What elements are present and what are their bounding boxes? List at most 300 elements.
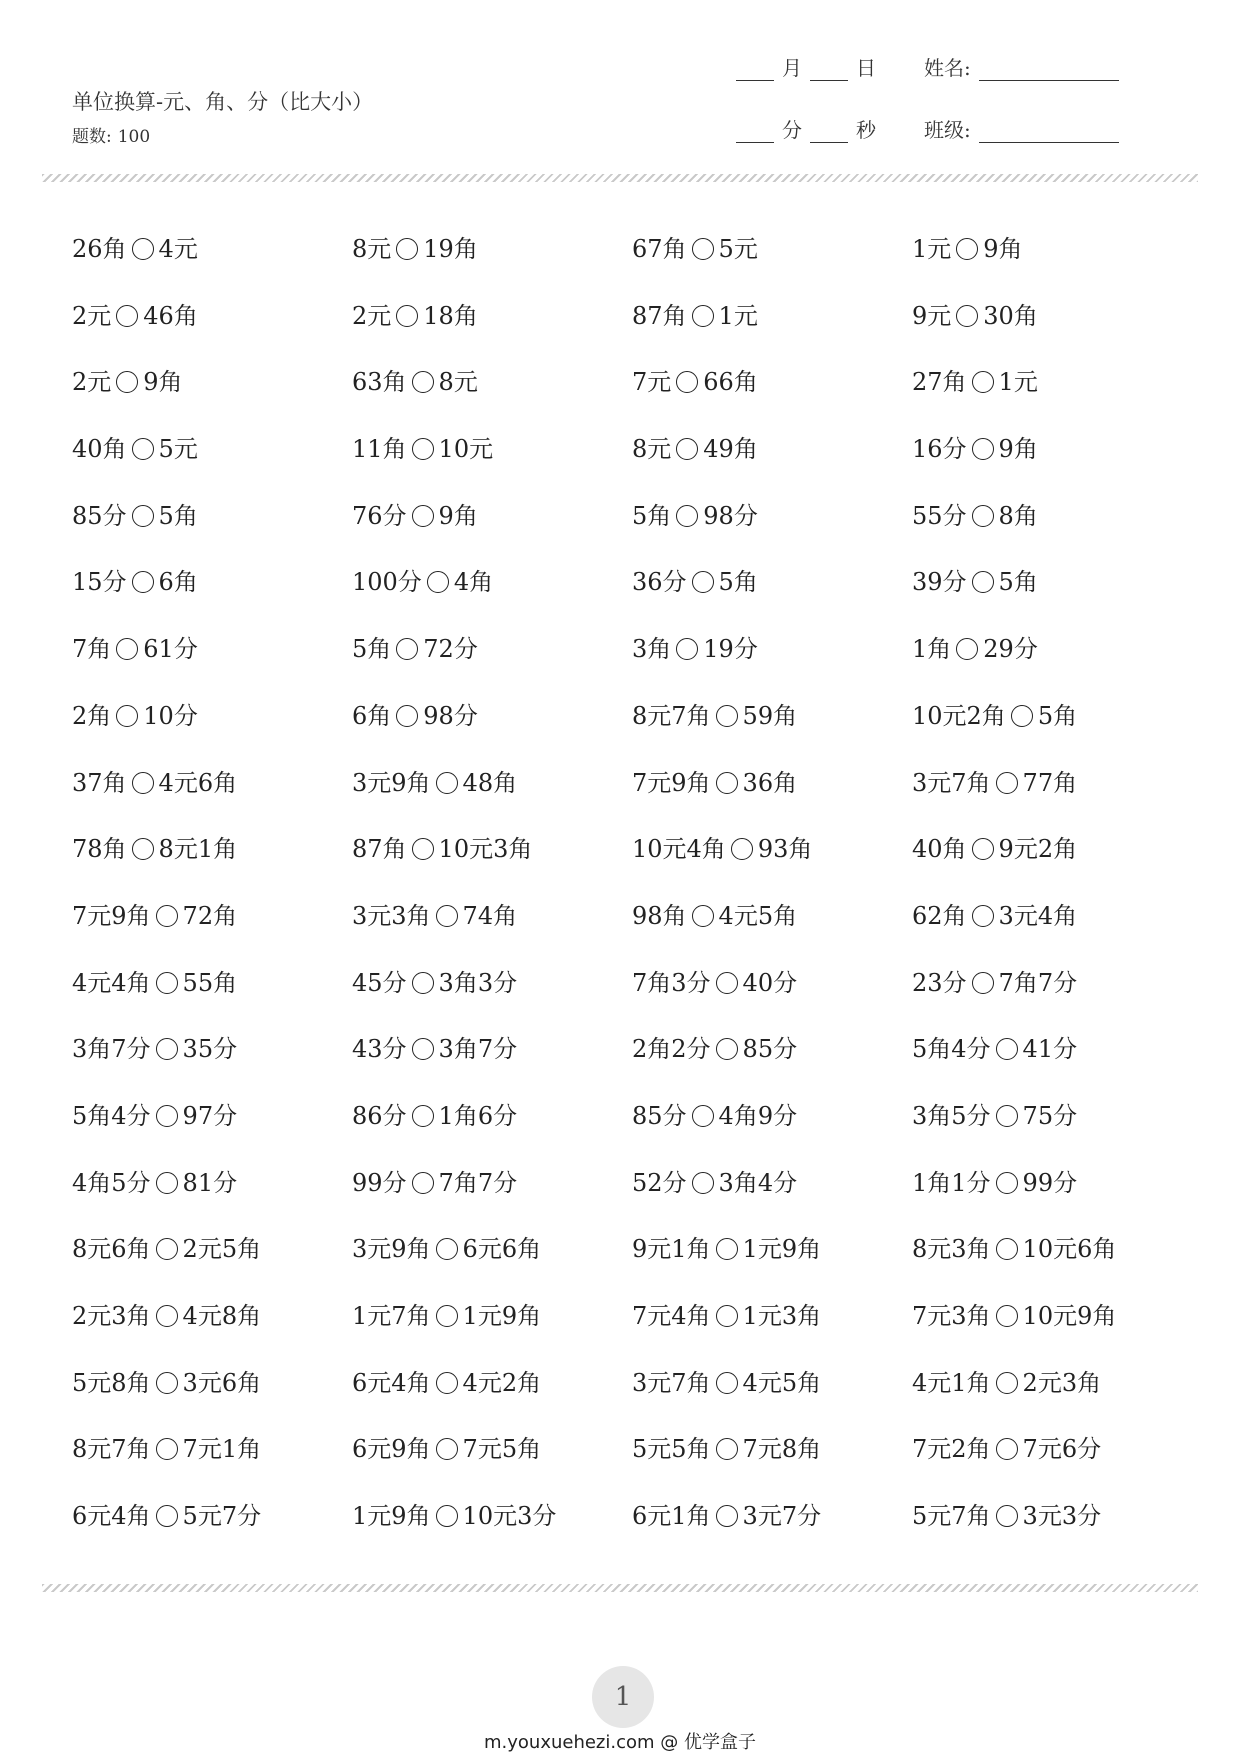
compare-circle[interactable] [427,571,449,593]
minute-blank [736,124,774,143]
problem-item [912,1234,1192,1264]
problem-item [72,1368,352,1398]
problem-item [352,367,632,397]
compare-circle[interactable] [956,238,978,260]
problem-right: 77角 [1022,768,1078,797]
compare-circle[interactable] [716,1038,738,1060]
compare-circle[interactable] [156,972,178,994]
compare-circle[interactable] [436,905,458,927]
compare-circle[interactable] [972,371,994,393]
problem-item [912,301,1192,331]
problem-right: 46角 [143,301,198,330]
problem-item [912,634,1192,664]
problem-right: 6角 [158,568,198,597]
problem-right: 10元3角 [438,835,533,864]
problem-item [352,768,632,798]
problem-item [912,434,1192,464]
problem-left: 43分 [352,1035,407,1064]
problem-left: 6元1角 [632,1502,711,1531]
problem-item [632,434,912,464]
problem-count-label: 题数: [72,127,112,147]
problem-right: 19分 [703,635,758,664]
problem-right: 3元4角 [998,901,1078,930]
compare-circle[interactable] [132,238,154,260]
problem-left: 3元3角 [352,901,431,930]
compare-circle[interactable] [692,571,714,593]
problem-item [352,567,632,597]
problem-item [632,1434,912,1464]
problem-left: 85分 [72,501,127,530]
compare-circle[interactable] [972,905,994,927]
compare-circle[interactable] [412,438,434,460]
problem-left: 3角7分 [72,1035,151,1064]
compare-circle[interactable] [676,638,698,660]
problem-left: 4元1角 [912,1368,991,1397]
problem-right: 5角 [1037,701,1078,730]
problem-right: 7角7分 [998,968,1078,997]
compare-circle[interactable] [972,505,994,527]
problem-right: 4元2角 [462,1368,542,1397]
problem-right: 3元3分 [1022,1502,1102,1531]
problem-right: 10分 [143,701,198,730]
problem-left: 5角4分 [912,1035,991,1064]
compare-circle[interactable] [972,438,994,460]
problem-right: 85分 [742,1035,798,1064]
problem-item [352,1234,632,1264]
compare-circle[interactable] [116,705,138,727]
problem-item [352,968,632,998]
compare-circle[interactable] [692,905,714,927]
compare-circle[interactable] [716,1372,738,1394]
problem-item [912,901,1192,931]
problem-right: 30角 [983,301,1038,330]
problem-right: 10元6角 [1022,1235,1117,1264]
problem-left: 3元9角 [352,1235,431,1264]
problem-left: 2角2分 [632,1035,711,1064]
problem-left: 37角 [72,768,127,797]
problem-right: 7元8角 [742,1435,822,1464]
compare-circle[interactable] [116,638,138,660]
problem-right: 59角 [742,701,798,730]
problem-item [912,1301,1192,1331]
compare-circle[interactable] [156,1038,178,1060]
problem-left: 8元 [632,435,672,464]
problem-left: 7元 [632,368,672,397]
problem-item [632,1101,912,1131]
compare-circle[interactable] [156,905,178,927]
compare-circle[interactable] [436,1505,458,1527]
problem-item [352,1501,632,1531]
problem-left: 2元3角 [72,1302,151,1330]
problem-right: 8角 [998,501,1038,530]
problem-left: 76分 [352,501,407,530]
problem-item [632,834,912,864]
problem-left: 2元 [352,301,392,330]
problem-right: 8元1角 [158,835,238,864]
compare-circle[interactable] [132,571,154,593]
problem-right: 48角 [462,768,518,797]
compare-circle[interactable] [436,1438,458,1460]
compare-circle[interactable] [676,438,698,460]
compare-circle[interactable] [692,1172,714,1194]
problem-left: 99分 [352,1168,407,1197]
problem-left: 3元7角 [912,768,991,797]
bottom-divider [42,1584,1198,1592]
problem-left: 8元7角 [72,1435,151,1464]
problem-left: 2角 [72,701,112,730]
compare-circle[interactable] [116,371,138,393]
problem-right: 5元 [158,435,198,464]
problem-right: 18角 [423,301,478,330]
compare-circle[interactable] [716,705,738,727]
name-blank [979,62,1119,81]
problem-right: 4角 [453,568,494,597]
problem-right: 3角3分 [438,968,518,997]
problem-left: 3元7角 [632,1368,711,1397]
problem-item [632,1168,912,1198]
problem-item [352,834,632,864]
compare-circle[interactable] [716,772,738,794]
day-blank [810,62,848,81]
problem-left: 2元 [72,301,112,330]
problem-right: 1元 [718,301,758,330]
compare-circle[interactable] [156,1372,178,1394]
problem-left: 52分 [632,1168,687,1197]
problem-right: 9角 [143,368,183,397]
problem-item [72,1234,352,1264]
compare-circle[interactable] [692,305,714,327]
problem-left: 7元2角 [912,1435,991,1464]
problem-right: 2元3角 [1022,1368,1102,1397]
problem-left: 7元9角 [72,901,151,930]
problem-left: 6元4角 [72,1502,151,1531]
top-divider [42,174,1198,182]
compare-circle[interactable] [156,1172,178,1194]
problem-right: 3元7分 [742,1502,822,1531]
problem-item [632,901,912,931]
compare-circle[interactable] [996,1305,1018,1327]
problem-left: 9元1角 [632,1235,711,1264]
problem-left: 10元2角 [912,701,1006,730]
problem-right: 29分 [983,635,1038,664]
problem-left: 3角 [632,635,672,664]
problem-left: 5角 [632,501,672,530]
problem-left: 7角3分 [632,968,711,997]
problem-item [352,1368,632,1398]
problem-item [912,1434,1192,1464]
problem-left: 8元3角 [912,1235,991,1264]
problem-right: 10元9角 [1022,1302,1117,1330]
problem-item [912,1368,1192,1398]
problem-right: 4元6角 [158,768,238,797]
problem-item [72,501,352,531]
compare-circle[interactable] [412,371,434,393]
problem-item [912,1034,1192,1064]
problem-left: 87角 [632,301,687,330]
compare-circle[interactable] [116,305,138,327]
second-label: 秒 [856,118,876,142]
problem-right: 98分 [703,501,758,530]
problem-right: 9角 [983,235,1023,263]
problem-item [912,567,1192,597]
problem-left: 1元9角 [352,1502,431,1531]
compare-circle[interactable] [716,1438,738,1460]
compare-circle[interactable] [716,1305,738,1327]
compare-circle[interactable] [412,1105,434,1127]
problem-item [912,768,1192,798]
problem-item [352,501,632,531]
problem-item [72,301,352,331]
compare-circle[interactable] [156,1438,178,1460]
problem-item [632,367,912,397]
problem-right: 7角7分 [438,1168,518,1197]
problem-item [632,1368,912,1398]
compare-circle[interactable] [132,772,154,794]
class-blank [979,124,1119,143]
compare-circle[interactable] [132,505,154,527]
problem-item [632,701,912,731]
problem-item [352,1034,632,1064]
compare-circle[interactable] [132,438,154,460]
problem-right: 7元5角 [462,1435,542,1464]
problem-right: 2元5角 [182,1235,262,1264]
compare-circle[interactable] [412,972,434,994]
problem-item [912,1101,1192,1131]
compare-circle[interactable] [412,1038,434,1060]
problem-left: 1角 [912,635,952,664]
compare-circle[interactable] [956,305,978,327]
problem-item [72,634,352,664]
problem-right: 6元6角 [462,1235,542,1264]
compare-circle[interactable] [716,972,738,994]
problem-right: 4角9分 [718,1101,798,1130]
compare-circle[interactable] [156,1238,178,1260]
compare-circle[interactable] [692,1105,714,1127]
compare-circle[interactable] [436,772,458,794]
problem-item [632,567,912,597]
problem-left: 4角5分 [72,1168,151,1197]
problem-item [352,901,632,931]
problem-left: 1角1分 [912,1168,991,1197]
problem-item [352,234,632,264]
problem-item [72,1034,352,1064]
compare-circle[interactable] [972,838,994,860]
compare-circle[interactable] [1011,705,1033,727]
problem-left: 8元7角 [632,701,711,730]
compare-circle[interactable] [972,972,994,994]
problem-right: 7元6分 [1022,1435,1102,1464]
problem-left: 87角 [352,835,407,864]
compare-circle[interactable] [996,1172,1018,1194]
problem-right: 3角4分 [718,1168,798,1197]
problem-left: 45分 [352,968,407,997]
problem-right: 93角 [757,835,813,864]
problem-left: 10元4角 [632,835,726,864]
problem-item [352,1301,632,1331]
compare-circle[interactable] [436,1372,458,1394]
problem-right: 7元1角 [182,1435,262,1464]
compare-circle[interactable] [412,838,434,860]
page-number: 1 [592,1666,654,1728]
class-label: 班级: [924,118,971,142]
minute-label: 分 [782,118,802,142]
problem-left: 63角 [352,368,407,397]
problem-item [912,501,1192,531]
problem-item [632,1234,912,1264]
compare-circle[interactable] [156,1105,178,1127]
problem-left: 7元9角 [632,768,711,797]
problem-count [72,122,150,147]
problem-item [912,1168,1192,1198]
compare-circle[interactable] [996,1438,1018,1460]
problem-right: 75分 [1022,1101,1078,1130]
problem-item [72,434,352,464]
problem-right: 19角 [423,235,478,263]
problem-left: 1元7角 [352,1302,431,1330]
compare-circle[interactable] [396,238,418,260]
problem-item [632,634,912,664]
problem-left: 39分 [912,568,967,597]
problem-left: 5元8角 [72,1368,151,1397]
problem-right: 1元9角 [742,1235,822,1264]
problem-item [72,1434,352,1464]
problem-left: 6元9角 [352,1435,431,1464]
problem-left: 3角5分 [912,1101,991,1130]
problem-right: 3角7分 [438,1035,518,1064]
compare-circle[interactable] [156,1505,178,1527]
problem-left: 7角 [72,635,112,664]
date-fields [728,52,876,81]
problem-item [72,1501,352,1531]
problem-item [632,501,912,531]
problem-right: 1元9角 [462,1302,542,1330]
compare-circle[interactable] [396,705,418,727]
problem-left: 4元4角 [72,968,151,997]
problem-right: 49角 [703,435,758,464]
problem-left: 86分 [352,1101,407,1130]
problem-left: 6元4角 [352,1368,431,1397]
problem-left: 5元5角 [632,1435,711,1464]
problem-left: 85分 [632,1101,687,1130]
compare-circle[interactable] [996,772,1018,794]
problem-item [632,968,912,998]
compare-circle[interactable] [996,1505,1018,1527]
name-field [924,52,1119,81]
compare-circle[interactable] [996,1372,1018,1394]
compare-circle[interactable] [436,1305,458,1327]
compare-circle[interactable] [676,505,698,527]
problem-left: 40角 [72,435,127,464]
problem-left: 16分 [912,435,967,464]
time-fields [728,114,876,143]
problem-right: 81分 [182,1168,238,1197]
problem-right: 40分 [742,968,798,997]
compare-circle[interactable] [412,1172,434,1194]
compare-circle[interactable] [132,838,154,860]
problem-left: 8元 [352,235,392,263]
problem-item [632,1501,912,1531]
problem-left: 5角4分 [72,1101,151,1130]
compare-circle[interactable] [396,305,418,327]
day-label: 日 [856,56,876,80]
compare-circle[interactable] [716,1238,738,1260]
compare-circle[interactable] [996,1038,1018,1060]
problem-item [352,1168,632,1198]
problem-item [72,701,352,731]
problem-right: 5角 [158,501,198,530]
compare-circle[interactable] [956,638,978,660]
problem-right: 72角 [182,901,238,930]
second-blank [810,124,848,143]
problem-left: 7元4角 [632,1302,711,1330]
problem-item [72,1168,352,1198]
problem-left: 5元7角 [912,1502,991,1531]
problem-right: 5元7分 [182,1502,262,1531]
problem-right: 10元 [438,435,494,464]
problem-left: 27角 [912,368,967,397]
problem-right: 5元 [718,235,758,263]
problem-item [632,768,912,798]
footer-site: m.youxuehezi.com @ 优学盒子 [483,1732,756,1753]
problem-item [72,1101,352,1131]
month-blank [736,62,774,81]
problem-right: 4元5角 [742,1368,822,1397]
problem-item [912,234,1192,264]
problem-left: 78角 [72,835,127,864]
compare-circle[interactable] [676,371,698,393]
compare-circle[interactable] [156,1305,178,1327]
compare-circle[interactable] [996,1105,1018,1127]
problem-right: 61分 [143,635,198,664]
problem-right: 97分 [182,1101,238,1130]
problem-right: 4元5角 [718,901,798,930]
problem-right: 9角 [438,501,478,530]
compare-circle[interactable] [996,1238,1018,1260]
compare-circle[interactable] [731,838,753,860]
problem-item [912,834,1192,864]
problem-item [72,968,352,998]
problem-item [352,634,632,664]
month-label: 月 [782,56,802,80]
problem-item [912,1501,1192,1531]
problem-left: 26角 [72,235,127,263]
compare-circle[interactable] [436,1238,458,1260]
problem-left: 8元6角 [72,1235,151,1264]
compare-circle[interactable] [692,238,714,260]
problem-right: 1元3角 [742,1302,822,1330]
problem-left: 40角 [912,835,967,864]
compare-circle[interactable] [412,505,434,527]
compare-circle[interactable] [972,571,994,593]
compare-circle[interactable] [396,638,418,660]
problem-left: 9元 [912,301,952,330]
problem-left: 11角 [352,435,407,464]
problem-item [632,1301,912,1331]
problem-right: 35分 [182,1035,238,1064]
problem-right: 1角6分 [438,1101,518,1130]
problem-right: 10元3分 [462,1502,557,1531]
problem-left: 62角 [912,901,967,930]
problem-item [352,1101,632,1131]
problem-item [632,301,912,331]
problem-right: 4元 [158,235,198,263]
problem-item [912,968,1192,998]
problem-item [72,567,352,597]
problem-right: 99分 [1022,1168,1078,1197]
compare-circle[interactable] [716,1505,738,1527]
problem-right: 5角 [998,568,1038,597]
problem-right: 5角 [718,568,758,597]
